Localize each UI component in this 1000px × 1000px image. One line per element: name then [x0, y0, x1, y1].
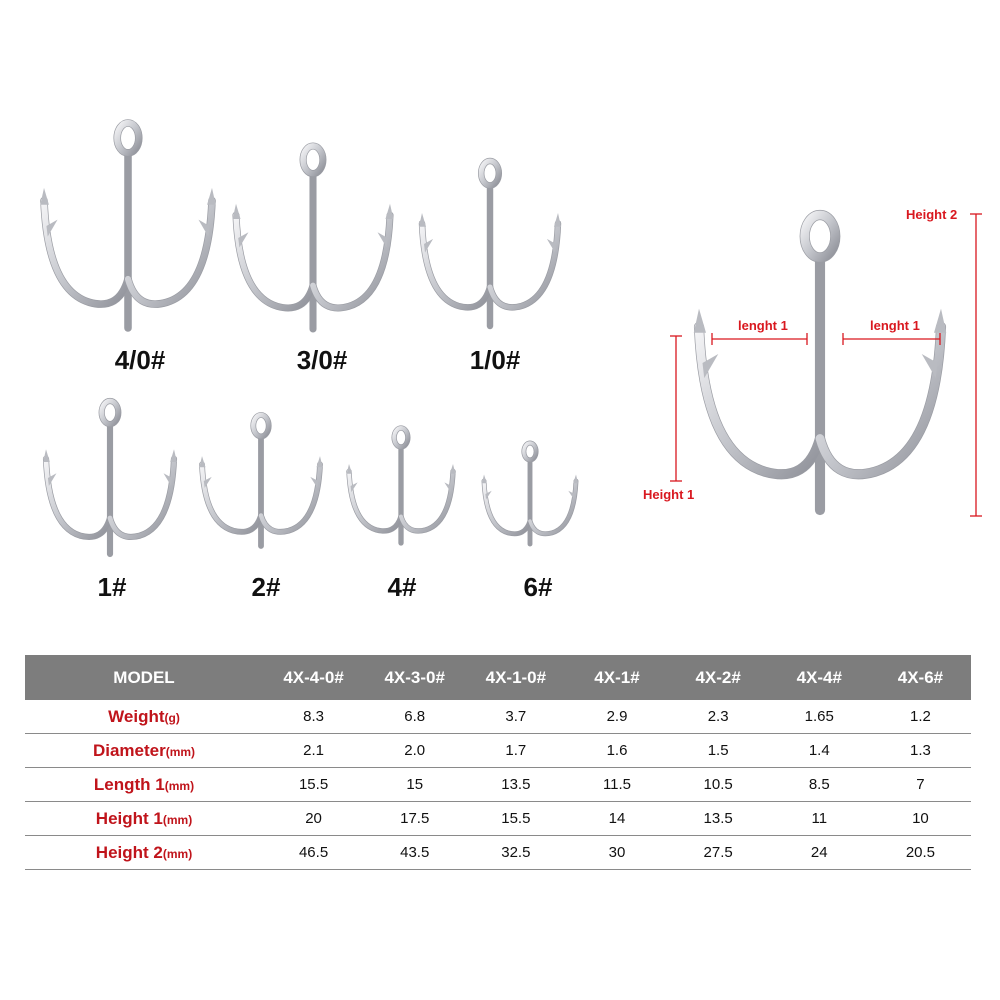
row-unit: (mm) [164, 778, 195, 793]
row-label: Diameter [92, 740, 166, 760]
table-cell: 11 [769, 802, 870, 836]
table-cell: 17.5 [364, 802, 465, 836]
table-row-diameter [25, 734, 971, 768]
row-unit: (g) [164, 710, 180, 725]
table-cell: 1.65 [769, 700, 870, 734]
row-unit: (mm) [162, 812, 193, 827]
table-cell: 24 [769, 836, 870, 870]
table-cell: 2.9 [566, 700, 667, 734]
table-cell: 20.5 [870, 836, 971, 870]
column-header-model: MODEL [25, 655, 263, 700]
column-header-4x-1-0: 4X-1-0# [465, 655, 566, 700]
column-header-4x-2: 4X-2# [668, 655, 769, 700]
table-cell: 1.4 [769, 734, 870, 768]
table-cell: 15.5 [465, 802, 566, 836]
row-header-height-1 [25, 802, 263, 836]
table-cell: 32.5 [465, 836, 566, 870]
diagram-hook-image [695, 212, 945, 514]
table-row-length-1 [25, 768, 971, 802]
table-cell: 13.5 [668, 802, 769, 836]
table-cell: 10.5 [668, 768, 769, 802]
hook-size-label-4-0: 4/0# [114, 345, 166, 375]
hook-image-1 [42, 398, 178, 558]
row-header-diameter [25, 734, 263, 768]
row-label: Weight [108, 706, 165, 726]
column-header-4x-3-0: 4X-3-0# [364, 655, 465, 700]
spec-table-header-row [25, 655, 971, 700]
column-header-4x-6: 4X-6# [870, 655, 971, 700]
table-row-height-2 [25, 836, 971, 870]
column-header-4x-4-0: 4X-4-0# [263, 655, 364, 700]
hook-size-label-1: 1# [97, 572, 127, 602]
table-cell: 15 [364, 768, 465, 802]
hook-image-3-0 [232, 143, 394, 333]
length-1-right-label: lenght 1 [870, 318, 920, 333]
table-cell: 7 [870, 768, 971, 802]
table-cell: 1.7 [465, 734, 566, 768]
table-cell: 10 [870, 802, 971, 836]
column-header-4x-4: 4X-4# [769, 655, 870, 700]
hook-size-label-2: 2# [251, 572, 281, 602]
table-row-weight [25, 700, 971, 734]
hook-image-6 [480, 440, 580, 548]
table-cell: 2.3 [668, 700, 769, 734]
height-2-label: Height 2 [906, 207, 958, 222]
table-cell: 11.5 [566, 768, 667, 802]
length-1-left-label: lenght 1 [738, 318, 788, 333]
height-1-label: Height 1 [643, 487, 695, 502]
table-cell: 13.5 [465, 768, 566, 802]
hook-size-label-4: 4# [387, 572, 417, 602]
hook-image-2 [198, 412, 324, 550]
table-cell: 14 [566, 802, 667, 836]
hook-size-label-3-0: 3/0# [296, 345, 348, 375]
hook-size-label-1-0: 1/0# [469, 345, 521, 375]
row-header-weight [25, 700, 263, 734]
hook-size-label-6: 6# [523, 572, 553, 602]
table-cell: 8.5 [769, 768, 870, 802]
row-label: Length 1 [93, 774, 165, 794]
table-cell: 2.1 [263, 734, 364, 768]
table-row-height-1 [25, 802, 971, 836]
table-cell: 6.8 [364, 700, 465, 734]
table-cell: 8.3 [263, 700, 364, 734]
table-cell: 1.2 [870, 700, 971, 734]
table-cell: 43.5 [364, 836, 465, 870]
table-cell: 1.6 [566, 734, 667, 768]
row-unit: (mm) [165, 744, 196, 759]
table-cell: 15.5 [263, 768, 364, 802]
table-cell: 27.5 [668, 836, 769, 870]
hook-image-4-0 [40, 120, 216, 332]
hook-image-1-0 [418, 158, 562, 330]
row-label: Height 2 [95, 842, 163, 862]
table-cell: 2.0 [364, 734, 465, 768]
table-cell: 3.7 [465, 700, 566, 734]
column-header-4x-1: 4X-1# [566, 655, 667, 700]
row-label: Height 1 [95, 808, 163, 828]
row-header-height-2 [25, 836, 263, 870]
table-cell: 46.5 [263, 836, 364, 870]
row-header-length-1 [25, 768, 263, 802]
table-cell: 1.5 [668, 734, 769, 768]
table-cell: 1.3 [870, 734, 971, 768]
table-cell: 20 [263, 802, 364, 836]
row-unit: (mm) [162, 846, 193, 861]
table-cell: 30 [566, 836, 667, 870]
hook-image-4 [345, 425, 457, 547]
spec-table [25, 655, 971, 870]
